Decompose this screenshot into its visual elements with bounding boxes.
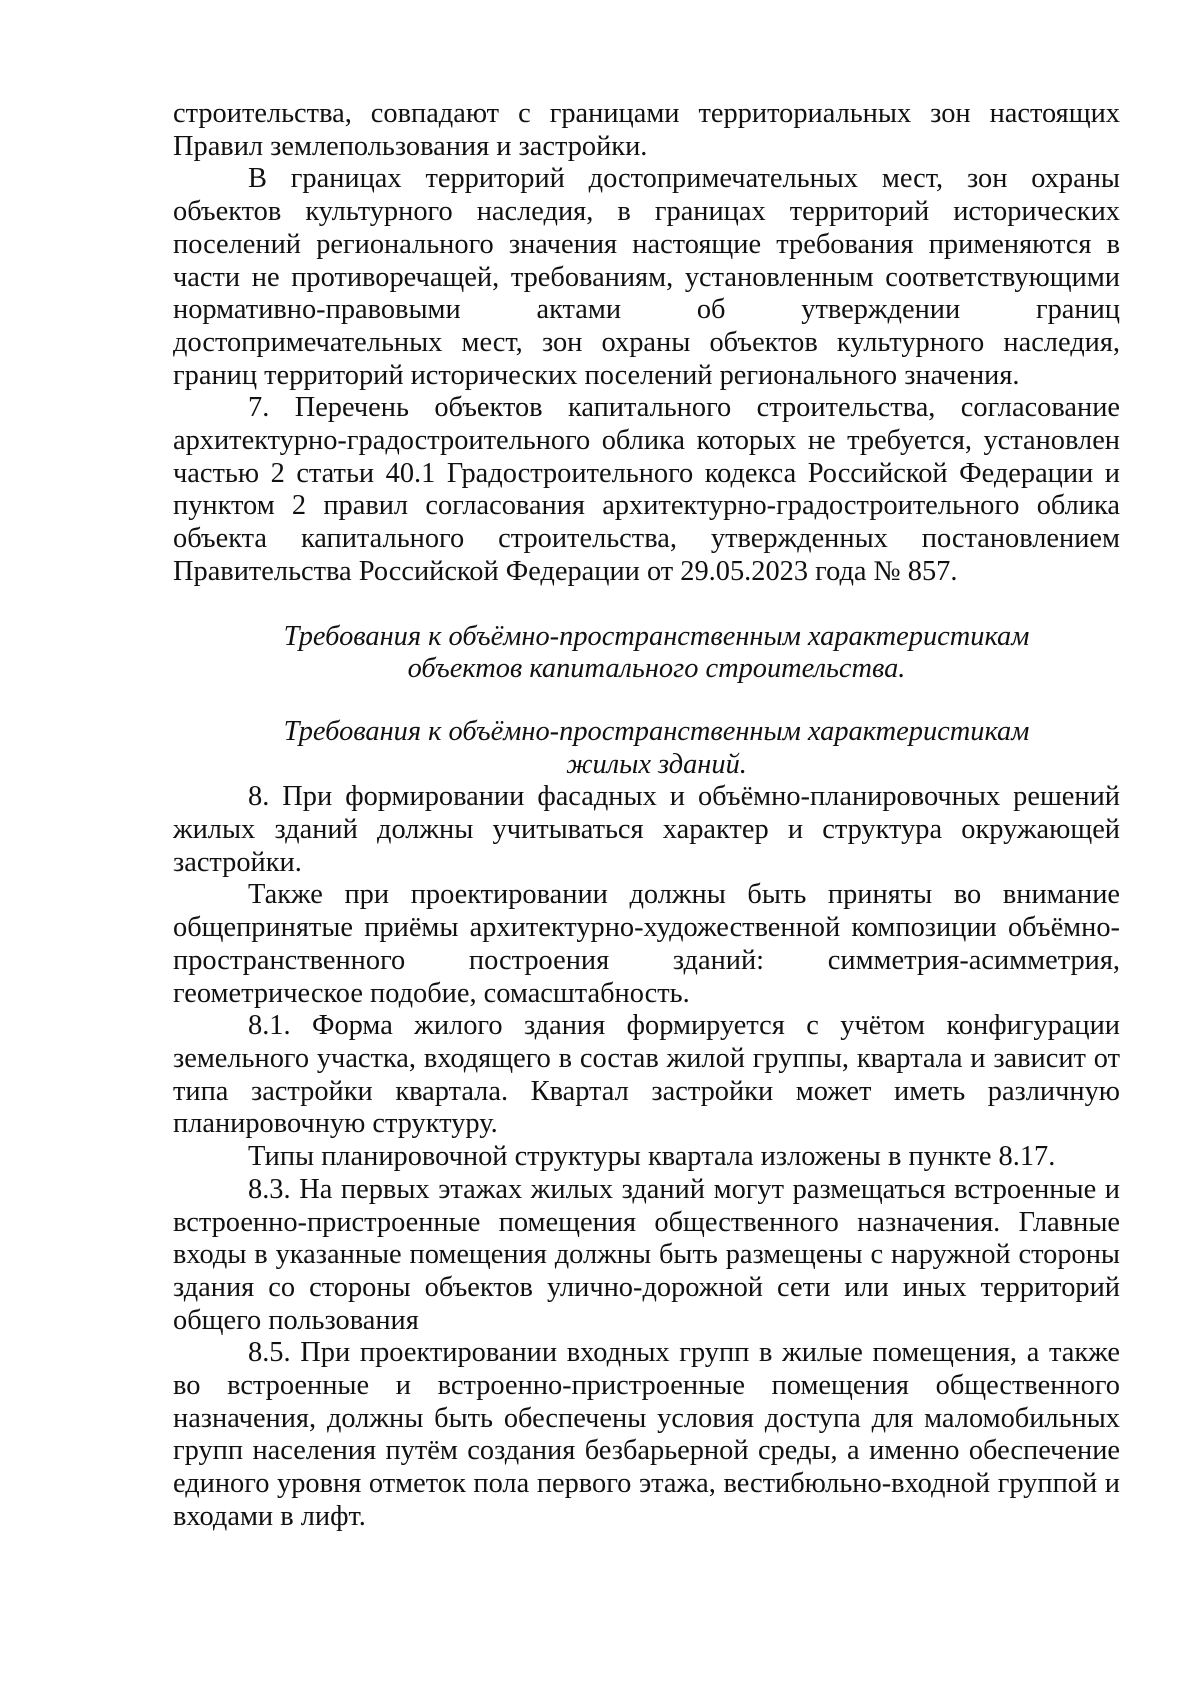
document-page	[173, 98, 1120, 1534]
paragraph-8-1: 8.1. Форма жилого здания формируется с учётом конфигурации земельного участка, входящего в состав жилой группы, квартала и зависит от типа застройки квартала. Квартал застройки может иметь различную планировочную структуру.	[173, 1010, 1120, 1140]
paragraph-8-5: 8.5. При проектировании входных групп в жилые помещения, а также во встроенные и встроенно-пристроенные помещения общественного назначения, должны быть обеспечены условия доступа для маломобильных групп населения путём создания безбарьерной среды, а именно обеспечение единого уровня отметок пола первого этажа, вестибюльно-входной группой и входами в лифт.	[173, 1337, 1120, 1532]
paragraph-8-3: 8.3. На первых этажах жилых зданий могут размещаться встроенные и встроенно-пристроенные помещения общественного назначения. Главные входы в указанные помещения должны быть размещены с наружной стороны здания со стороны объектов улично-дорожной сети или иных территорий общего пользования	[173, 1173, 1120, 1336]
spacer	[173, 686, 1120, 716]
paragraph-design-principles: Также при проектировании должны быть приняты во внимание общепринятые приёмы архитектурно-художественной композиции объёмно-пространственного построения зданий: симметрия-асимметрия, геометрическое подобие, сомасштабность.	[173, 879, 1120, 1009]
paragraph-structure-types: Типы планировочной структуры квартала изложены в пункте 8.17.	[248, 1141, 1056, 1173]
section-heading-capital-objects	[173, 621, 1120, 686]
paragraph-boundaries: В границах территорий достопримечательных мест, зон охраны объектов культурного наследия, в границах территорий исторических поселений регионального значения настоящие требования применяются в части не противоречащей, требованиям, установленным соответствующими нормативно-правовыми актами об утверждении границ достопримечательных мест, зон охраны объектов культурного наследия, границ территорий исторических поселений регионального значения.	[173, 163, 1120, 391]
heading-line: объектов капитального строительства.	[407, 653, 906, 685]
paragraph-7: 7. Перечень объектов капитального строительства, согласование архитектурно-градостроительного облика которых не требуется, установлен частью 2 статьи 40.1 Градостроительного кодекса Российской Федерации и пунктом 2 правил согласования архитектурно-градостроительного облика объекта капитального строительства, утвержденных постановлением Правительства Российской Федерации от 29.05.2023 года № 857.	[173, 392, 1120, 587]
heading-line: жилых зданий.	[566, 748, 747, 780]
heading-line: Требования к объёмно-пространственным характеристикам	[283, 620, 1030, 652]
paragraph-continuation: строительства, совпадают с границами территориальных зон настоящих Правил землепользования и застройки.	[173, 98, 1120, 162]
section-heading-residential	[173, 716, 1120, 781]
heading-line: Требования к объёмно-пространственным характеристикам	[283, 715, 1030, 747]
spacer	[173, 589, 1120, 621]
paragraph-8: 8. При формировании фасадных и объёмно-планировочных решений жилых зданий должны учитываться характер и структура окружающей застройки.	[173, 781, 1120, 878]
